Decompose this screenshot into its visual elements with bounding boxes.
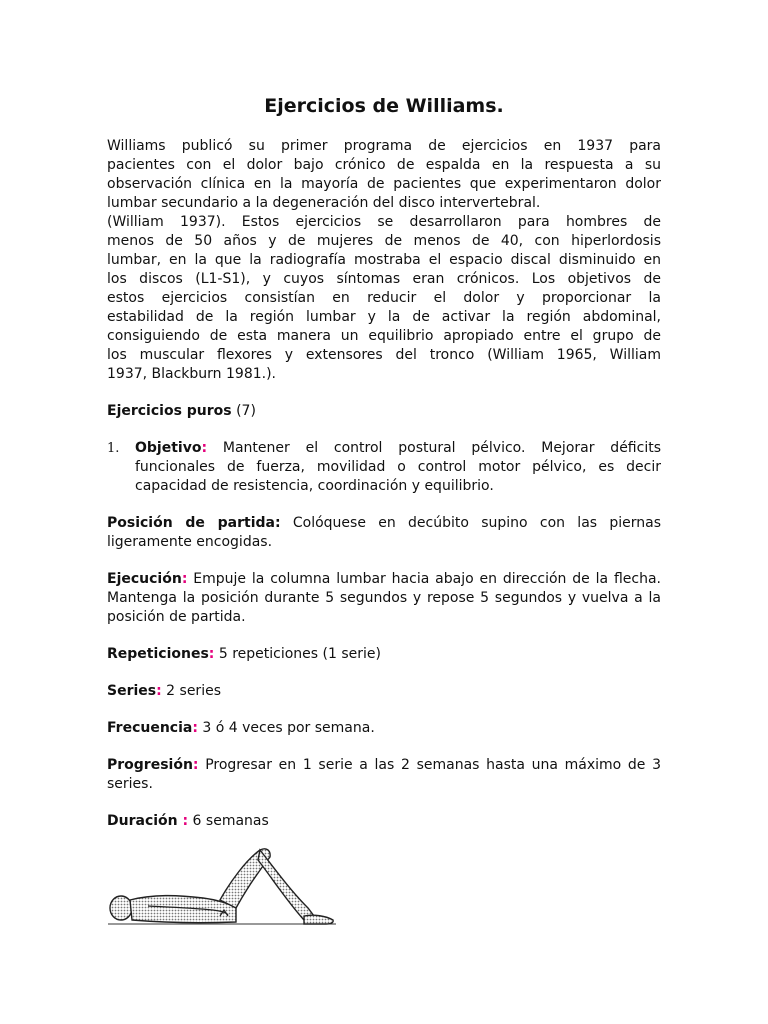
section-heading [107,402,661,421]
field-colon: : [192,757,199,773]
field-duracion [107,812,661,831]
field-value: Mantener el control postural pélvico. Mejorar déficits funcionales de fuerza, movilidad o control motor pélvico, es decir capacidad de resistencia, coordinación y equilibrio. [135,440,661,494]
intro-line: estos ejercicios consistían en reducir el dolor y proporcionar la [107,290,661,306]
supine-pelvic-tilt-illustration [108,846,338,930]
field-label: Progresión [107,757,193,773]
field-value: 3 ó 4 veces por semana. [197,720,375,736]
intro-line: estabilidad de la región lumbar y la de activar la región abdominal, [107,309,661,325]
field-value: Colóquese en decúbito supino con las piernas ligeramente encogidas. [107,515,662,550]
intro-line: lumbar, en la que la radiografía mostraba el espacio discal disminuido en [107,252,661,268]
intro-line: 1937, Blackburn 1981.). [107,366,276,382]
field-label: Repeticiones [107,646,209,662]
head-shape [110,896,132,920]
intro-line: menos de 50 años y de mujeres de menos de 40, con hiperlordosis [107,233,661,249]
intro-line: lumbar secundario a la degeneración del disco intervertebral. [107,195,541,211]
field-ejecucion [107,570,661,627]
field-label: Posición de partida: [107,515,281,531]
intro-line: Williams publicó su primer programa de ejercicios en 1937 para [107,138,661,154]
section-count: (7) [236,403,256,419]
shin-shape [258,850,314,920]
field-label: Objetivo [135,440,202,456]
section-label: Ejercicios puros [107,403,232,419]
document-page [107,94,661,849]
field-progresion [107,756,661,794]
page-title: Ejercicios de Williams. [264,95,504,117]
field-value: 6 semanas [188,813,269,829]
objetivo-text [135,439,661,496]
field-series [107,682,661,701]
foot-shape [304,915,333,924]
intro-line: los muscular flexores y extensores del tronco (William 1965, William [107,347,661,363]
field-colon: : [177,813,189,829]
intro-line: observación clínica en la mayoría de pacientes que experimentaron dolor [107,176,661,192]
intro-line: (William 1937). Estos ejercicios se desarrollaron para hombres de [107,214,661,230]
list-number: 1. [107,441,120,456]
field-colon: : [156,683,162,699]
field-value: Progresar en 1 serie a las 2 semanas hasta una máximo de 3 series. [107,757,661,792]
field-value: 2 series [161,683,221,699]
intro-paragraph [107,137,661,384]
intro-line: consiguiendo de esta manera un equilibrio apropiado entre el grupo de [107,328,661,344]
field-label: Frecuencia [107,720,193,736]
intro-line: pacientes con el dolor bajo crónico de espalda en la respuesta a su [107,157,661,173]
field-value: Empuje la columna lumbar hacia abajo en dirección de la flecha. Mantenga la posición durante 5 segundos y repose 5 segundos y vuelva a la posición de partida. [107,571,661,625]
field-posicion [107,514,661,552]
field-colon: : [201,440,208,456]
field-frecuencia [107,719,661,738]
field-colon: : [181,571,188,587]
field-colon: : [208,646,215,662]
field-label: Series [107,683,157,699]
field-label: Ejecución [107,571,182,587]
intro-line: los discos (L1-S1), y cuyos síntomas eran crónicos. Los objetivos de [107,271,661,287]
field-repeticiones [107,645,661,664]
field-colon: : [192,720,198,736]
field-label: Duración [107,813,178,829]
field-value: 5 repeticiones (1 serie) [214,646,381,662]
list-item-objetivo [107,439,661,496]
